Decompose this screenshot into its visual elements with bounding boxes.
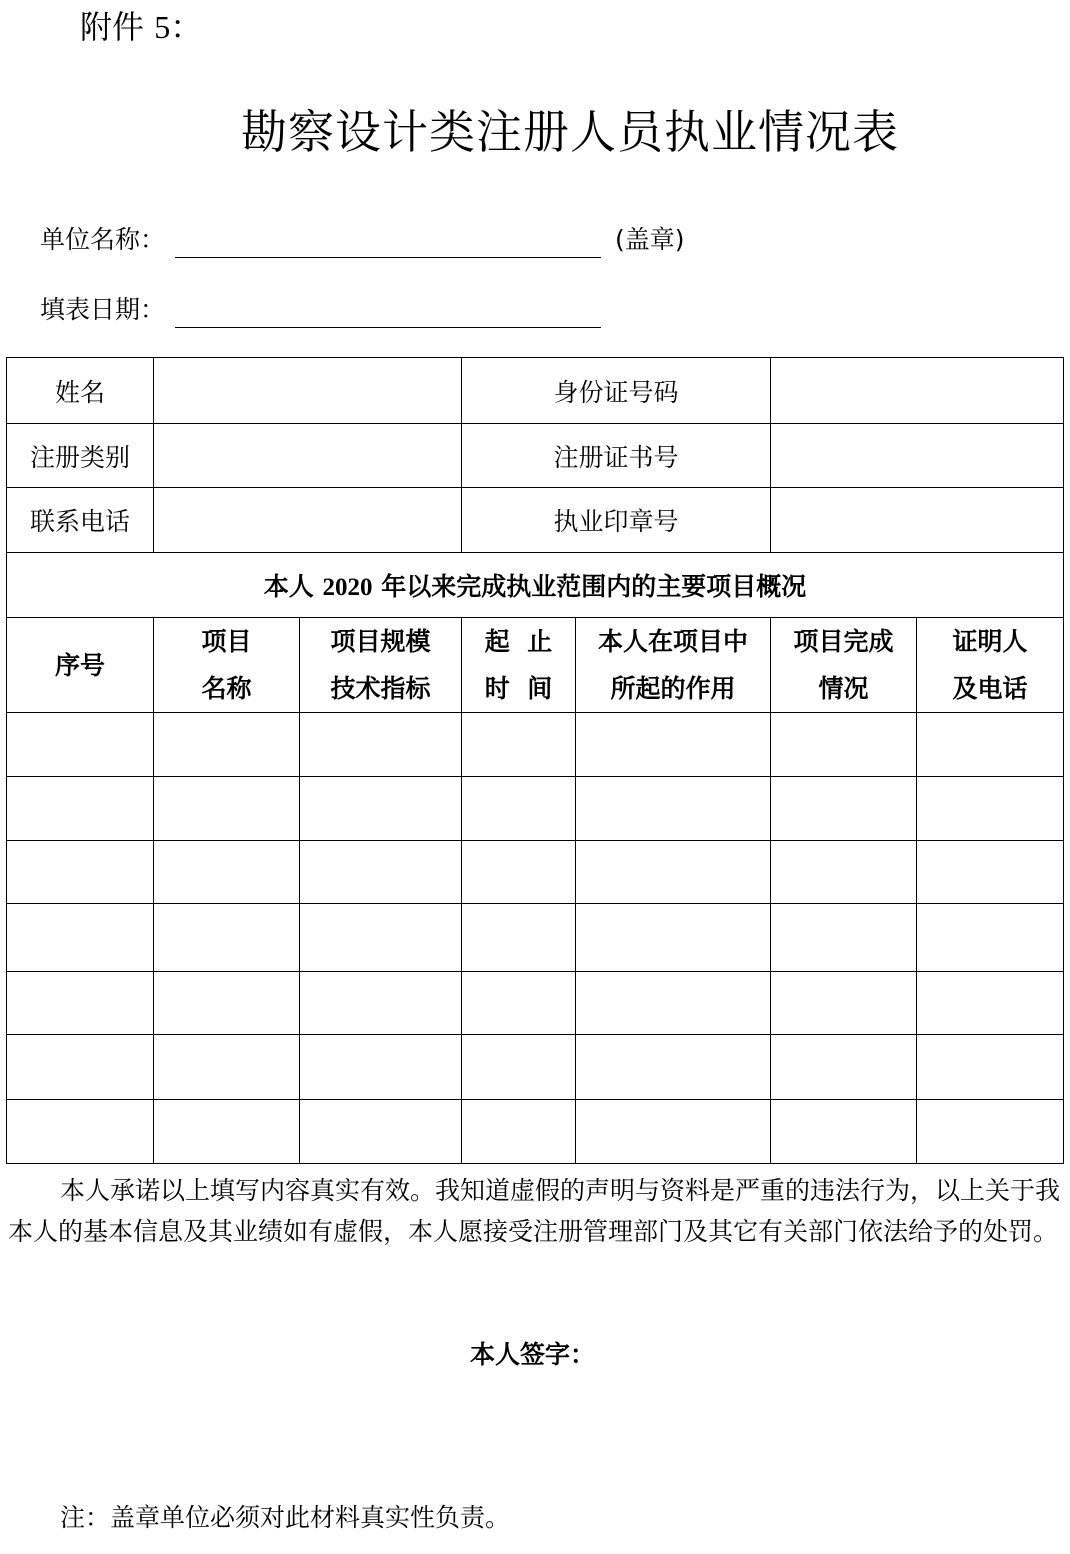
project-row (7, 841, 1064, 904)
project-cell[interactable] (917, 904, 1064, 972)
project-cell[interactable] (7, 777, 154, 841)
column-header (300, 618, 462, 713)
project-cell[interactable] (154, 904, 300, 972)
info-label: 注册证书号 (462, 424, 771, 488)
project-cell[interactable] (576, 972, 771, 1035)
project-cell[interactable] (771, 713, 917, 777)
info-label: 注册类别 (7, 424, 154, 488)
project-cell[interactable] (154, 972, 300, 1035)
project-cell[interactable] (771, 972, 917, 1035)
project-cell[interactable] (300, 972, 462, 1035)
registration-table (6, 357, 1064, 1164)
project-cell[interactable] (771, 1100, 917, 1164)
column-header-line1: 序号 (54, 650, 105, 680)
project-cell[interactable] (462, 1035, 576, 1100)
section-title-year: 2020 (322, 574, 373, 601)
section-title-row (7, 553, 1064, 618)
commitment-statement: 本人承诺以上填写内容真实有效。我知道虚假的声明与资料是严重的违法行为，以上关于我本人的基本信息及其业绩如有虚假，本人愿接受注册管理部门及其它有关部门依法给予的处罚。 (8, 1176, 1061, 1246)
info-value-cell[interactable] (771, 358, 1064, 424)
project-cell[interactable] (300, 904, 462, 972)
info-label: 执业印章号 (462, 488, 771, 553)
project-cell[interactable] (300, 1035, 462, 1100)
project-cell[interactable] (576, 841, 771, 904)
column-header (917, 618, 1064, 713)
project-cell[interactable] (462, 777, 576, 841)
info-value-cell[interactable] (154, 488, 462, 553)
info-value-cell[interactable] (771, 488, 1064, 553)
project-cell[interactable] (576, 904, 771, 972)
info-label: 身份证号码 (462, 358, 771, 424)
project-cell[interactable] (771, 904, 917, 972)
project-cell[interactable] (154, 713, 300, 777)
project-cell[interactable] (576, 777, 771, 841)
project-cell[interactable] (917, 841, 1064, 904)
attachment-label (80, 4, 202, 50)
project-cell[interactable] (7, 904, 154, 972)
project-cell[interactable] (300, 713, 462, 777)
project-cell[interactable] (154, 1100, 300, 1164)
project-header-row (7, 618, 1064, 713)
section-title-suffix: 年以来完成执业范围内的主要项目概况 (372, 572, 807, 601)
project-rows (7, 713, 1064, 1164)
column-header (462, 618, 576, 713)
info-label: 联系电话 (7, 488, 154, 553)
project-cell[interactable] (7, 841, 154, 904)
column-header-line2: 名称 (201, 674, 252, 703)
project-row (7, 1035, 1064, 1100)
project-cell[interactable] (917, 972, 1064, 1035)
column-header-line1: 证明人 (952, 627, 1028, 656)
project-cell[interactable] (771, 1035, 917, 1100)
projects-section-title (7, 553, 1064, 618)
attachment-suffix: ： (170, 8, 203, 46)
column-header-line1: 起 止 (484, 627, 553, 656)
info-row (7, 424, 1064, 488)
project-cell[interactable] (7, 972, 154, 1035)
project-row (7, 777, 1064, 841)
column-header (7, 618, 154, 713)
column-header (576, 618, 771, 713)
attachment-prefix: 附件 (80, 8, 155, 46)
signature-label: 本人签字： (470, 1340, 596, 1369)
column-header-line2: 及电话 (952, 674, 1028, 703)
project-cell[interactable] (917, 713, 1064, 777)
project-cell[interactable] (7, 713, 154, 777)
project-cell[interactable] (300, 1100, 462, 1164)
column-header (154, 618, 300, 713)
project-cell[interactable] (576, 1100, 771, 1164)
project-row (7, 904, 1064, 972)
project-cell[interactable] (771, 841, 917, 904)
project-row (7, 972, 1064, 1035)
column-header (771, 618, 917, 713)
project-row (7, 1100, 1064, 1164)
info-value-cell[interactable] (154, 358, 462, 424)
project-cell[interactable] (917, 777, 1064, 841)
project-cell[interactable] (300, 841, 462, 904)
page-title: 勘察设计类注册人员执业情况表 (241, 105, 899, 159)
project-cell[interactable] (917, 1100, 1064, 1164)
project-cell[interactable] (917, 1035, 1064, 1100)
project-cell[interactable] (154, 777, 300, 841)
unit-name-label: 单位名称： (40, 225, 166, 254)
info-value-cell[interactable] (154, 424, 462, 488)
project-cell[interactable] (154, 1035, 300, 1100)
project-cell[interactable] (154, 841, 300, 904)
seal-note: (盖章) (615, 225, 685, 254)
column-header-line1: 项目完成 (793, 627, 894, 656)
project-row (7, 713, 1064, 777)
column-header-line2: 所起的作用 (610, 674, 736, 703)
project-cell[interactable] (7, 1100, 154, 1164)
fill-date-label: 填表日期： (40, 295, 166, 324)
project-cell[interactable] (7, 1035, 154, 1100)
info-value-cell[interactable] (771, 424, 1064, 488)
column-header-line2: 时 间 (484, 674, 553, 703)
project-cell[interactable] (462, 1100, 576, 1164)
info-row (7, 358, 1064, 424)
column-header-line1: 本人在项目中 (598, 627, 749, 656)
project-cell[interactable] (300, 777, 462, 841)
column-header-line1: 项目规模 (330, 627, 431, 656)
project-cell[interactable] (771, 777, 917, 841)
project-cell[interactable] (462, 841, 576, 904)
column-header-line2: 情况 (818, 674, 869, 703)
column-header-line2: 技术指标 (330, 674, 431, 703)
project-cell[interactable] (576, 1035, 771, 1100)
fill-date-input[interactable] (175, 297, 601, 328)
footnote: 注：盖章单位必须对此材料真实性负责。 (60, 1503, 511, 1532)
unit-name-field (40, 222, 685, 258)
info-row (7, 488, 1064, 553)
unit-name-input[interactable] (175, 227, 601, 258)
section-title-prefix: 本人 (263, 572, 323, 601)
info-label: 姓名 (7, 358, 154, 424)
attachment-number: 5 (154, 9, 171, 45)
project-cell[interactable] (462, 904, 576, 972)
project-cell[interactable] (576, 713, 771, 777)
column-header-line1: 项目 (201, 627, 252, 656)
project-cell[interactable] (462, 972, 576, 1035)
project-cell[interactable] (462, 713, 576, 777)
fill-date-field (40, 292, 601, 328)
